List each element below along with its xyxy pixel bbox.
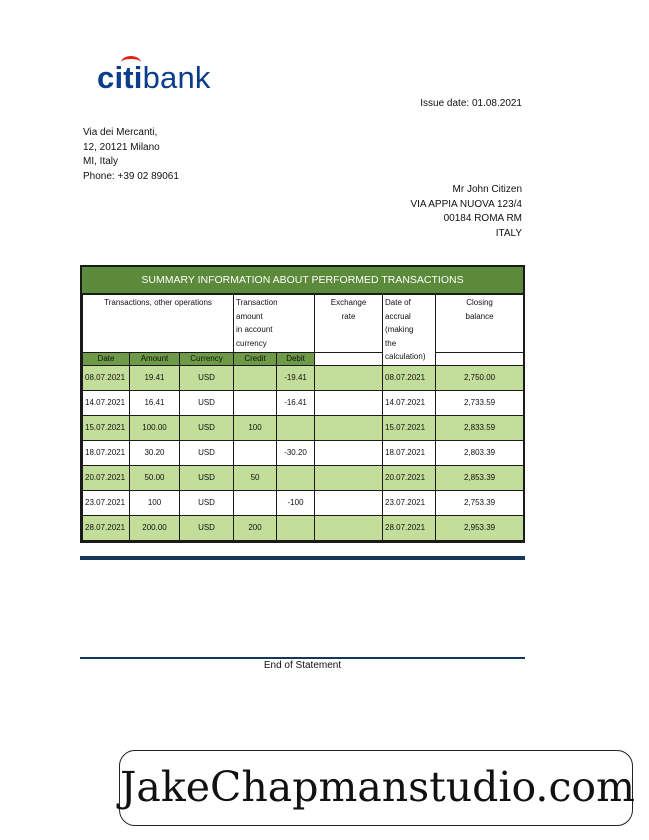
cell-debit: -30.20 — [277, 440, 315, 465]
cell-debit: -16.41 — [277, 390, 315, 415]
logo-arc-icon — [121, 56, 141, 69]
table-row — [83, 440, 524, 465]
header-amount: Transaction amount in account currency — [234, 295, 315, 353]
issue-date: Issue date: 01.08.2021 — [420, 98, 522, 109]
customer-address-line: VIA APPIA NUOVA 123/4 — [410, 198, 522, 210]
subheader-date: Date — [83, 353, 130, 365]
cell-date: 23.07.2021 — [83, 490, 130, 515]
cell-accrual: 18.07.2021 — [383, 440, 436, 465]
bank-address-line: Via dei Mercanti, — [83, 127, 158, 138]
cell-currency: USD — [180, 490, 234, 515]
table-row — [83, 465, 524, 490]
cell-currency: USD — [180, 415, 234, 440]
cell-accrual: 20.07.2021 — [383, 465, 436, 490]
cell-date: 15.07.2021 — [83, 415, 130, 440]
cell-amount: 100.00 — [130, 415, 180, 440]
header-row — [83, 295, 524, 353]
header-accrual-date: Date of accrual (making the calculation) — [383, 295, 436, 366]
cell-debit: -19.41 — [277, 365, 315, 390]
customer-address — [410, 183, 522, 241]
section-divider-thick — [80, 556, 525, 560]
cell-balance: 2,953.39 — [436, 515, 524, 540]
cell-currency: USD — [180, 440, 234, 465]
watermark-banner: JakeChapmanstudio.com — [119, 750, 633, 826]
cell-exchange — [315, 440, 383, 465]
cell-balance: 2,803.39 — [436, 440, 524, 465]
cell-credit: 100 — [234, 415, 277, 440]
cell-accrual: 28.07.2021 — [383, 515, 436, 540]
cell-amount: 200.00 — [130, 515, 180, 540]
logo-citi: citi — [97, 60, 143, 95]
cell-debit: -100 — [277, 490, 315, 515]
cell-accrual: 08.07.2021 — [383, 365, 436, 390]
table-row — [83, 515, 524, 540]
bank-phone: Phone: +39 02 89061 — [83, 170, 179, 182]
subheader-empty — [315, 353, 383, 365]
cell-currency: USD — [180, 515, 234, 540]
cell-debit — [277, 415, 315, 440]
cell-accrual: 23.07.2021 — [383, 490, 436, 515]
cell-amount: 50.00 — [130, 465, 180, 490]
header-transactions: Transactions, other operations — [83, 295, 234, 353]
cell-credit: 200 — [234, 515, 277, 540]
cell-balance: 2,833.59 — [436, 415, 524, 440]
cell-exchange — [315, 465, 383, 490]
cell-currency: USD — [180, 390, 234, 415]
subheader-amount: Amount — [130, 353, 180, 365]
cell-currency: USD — [180, 465, 234, 490]
bank-address-line: MI, Italy — [83, 156, 119, 167]
cell-balance: 2,753.39 — [436, 490, 524, 515]
cell-balance: 2,733.59 — [436, 390, 524, 415]
cell-currency: USD — [180, 365, 234, 390]
citibank-logo — [97, 62, 211, 93]
cell-credit — [234, 440, 277, 465]
cell-amount: 19.41 — [130, 365, 180, 390]
cell-balance: 2,853.39 — [436, 465, 524, 490]
subheader-empty — [436, 353, 524, 365]
cell-accrual: 15.07.2021 — [383, 415, 436, 440]
cell-credit — [234, 365, 277, 390]
table-row — [83, 390, 524, 415]
cell-credit — [234, 390, 277, 415]
bank-address — [83, 126, 179, 184]
cell-exchange — [315, 365, 383, 390]
subheader-debit: Debit — [277, 353, 315, 365]
header-closing-balance: Closing balance — [436, 295, 524, 353]
transactions-table — [80, 265, 525, 543]
cell-balance: 2,750.00 — [436, 365, 524, 390]
end-of-statement: End of Statement — [263, 660, 342, 671]
bank-address-line: 12, 20121 Milano — [83, 141, 160, 153]
subheader-credit: Credit — [234, 353, 277, 365]
cell-credit: 50 — [234, 465, 277, 490]
cell-exchange — [315, 490, 383, 515]
customer-country: ITALY — [495, 227, 522, 239]
cell-amount: 16.41 — [130, 390, 180, 415]
cell-exchange — [315, 390, 383, 415]
transactions-grid — [82, 294, 524, 541]
customer-name: Mr John Citizen — [452, 184, 522, 195]
cell-date: 18.07.2021 — [83, 440, 130, 465]
cell-accrual: 14.07.2021 — [383, 390, 436, 415]
subheader-row — [83, 353, 524, 365]
cell-amount: 30.20 — [130, 440, 180, 465]
table-row — [83, 490, 524, 515]
cell-date: 14.07.2021 — [83, 390, 130, 415]
subheader-currency: Currency — [180, 353, 234, 365]
table-row — [83, 365, 524, 390]
table-title: SUMMARY INFORMATION ABOUT PERFORMED TRANSACTIONS — [82, 267, 523, 294]
cell-exchange — [315, 415, 383, 440]
section-divider-thin — [80, 657, 525, 659]
logo-bank: bank — [142, 60, 211, 95]
cell-debit — [277, 515, 315, 540]
cell-date: 28.07.2021 — [83, 515, 130, 540]
cell-credit — [234, 490, 277, 515]
cell-exchange — [315, 515, 383, 540]
table-row — [83, 415, 524, 440]
customer-address-line: 00184 ROMA RM — [443, 213, 522, 224]
cell-date: 08.07.2021 — [83, 365, 130, 390]
cell-date: 20.07.2021 — [83, 465, 130, 490]
header-exchange-rate: Exchange rate — [315, 295, 383, 353]
cell-amount: 100 — [130, 490, 180, 515]
cell-debit — [277, 465, 315, 490]
